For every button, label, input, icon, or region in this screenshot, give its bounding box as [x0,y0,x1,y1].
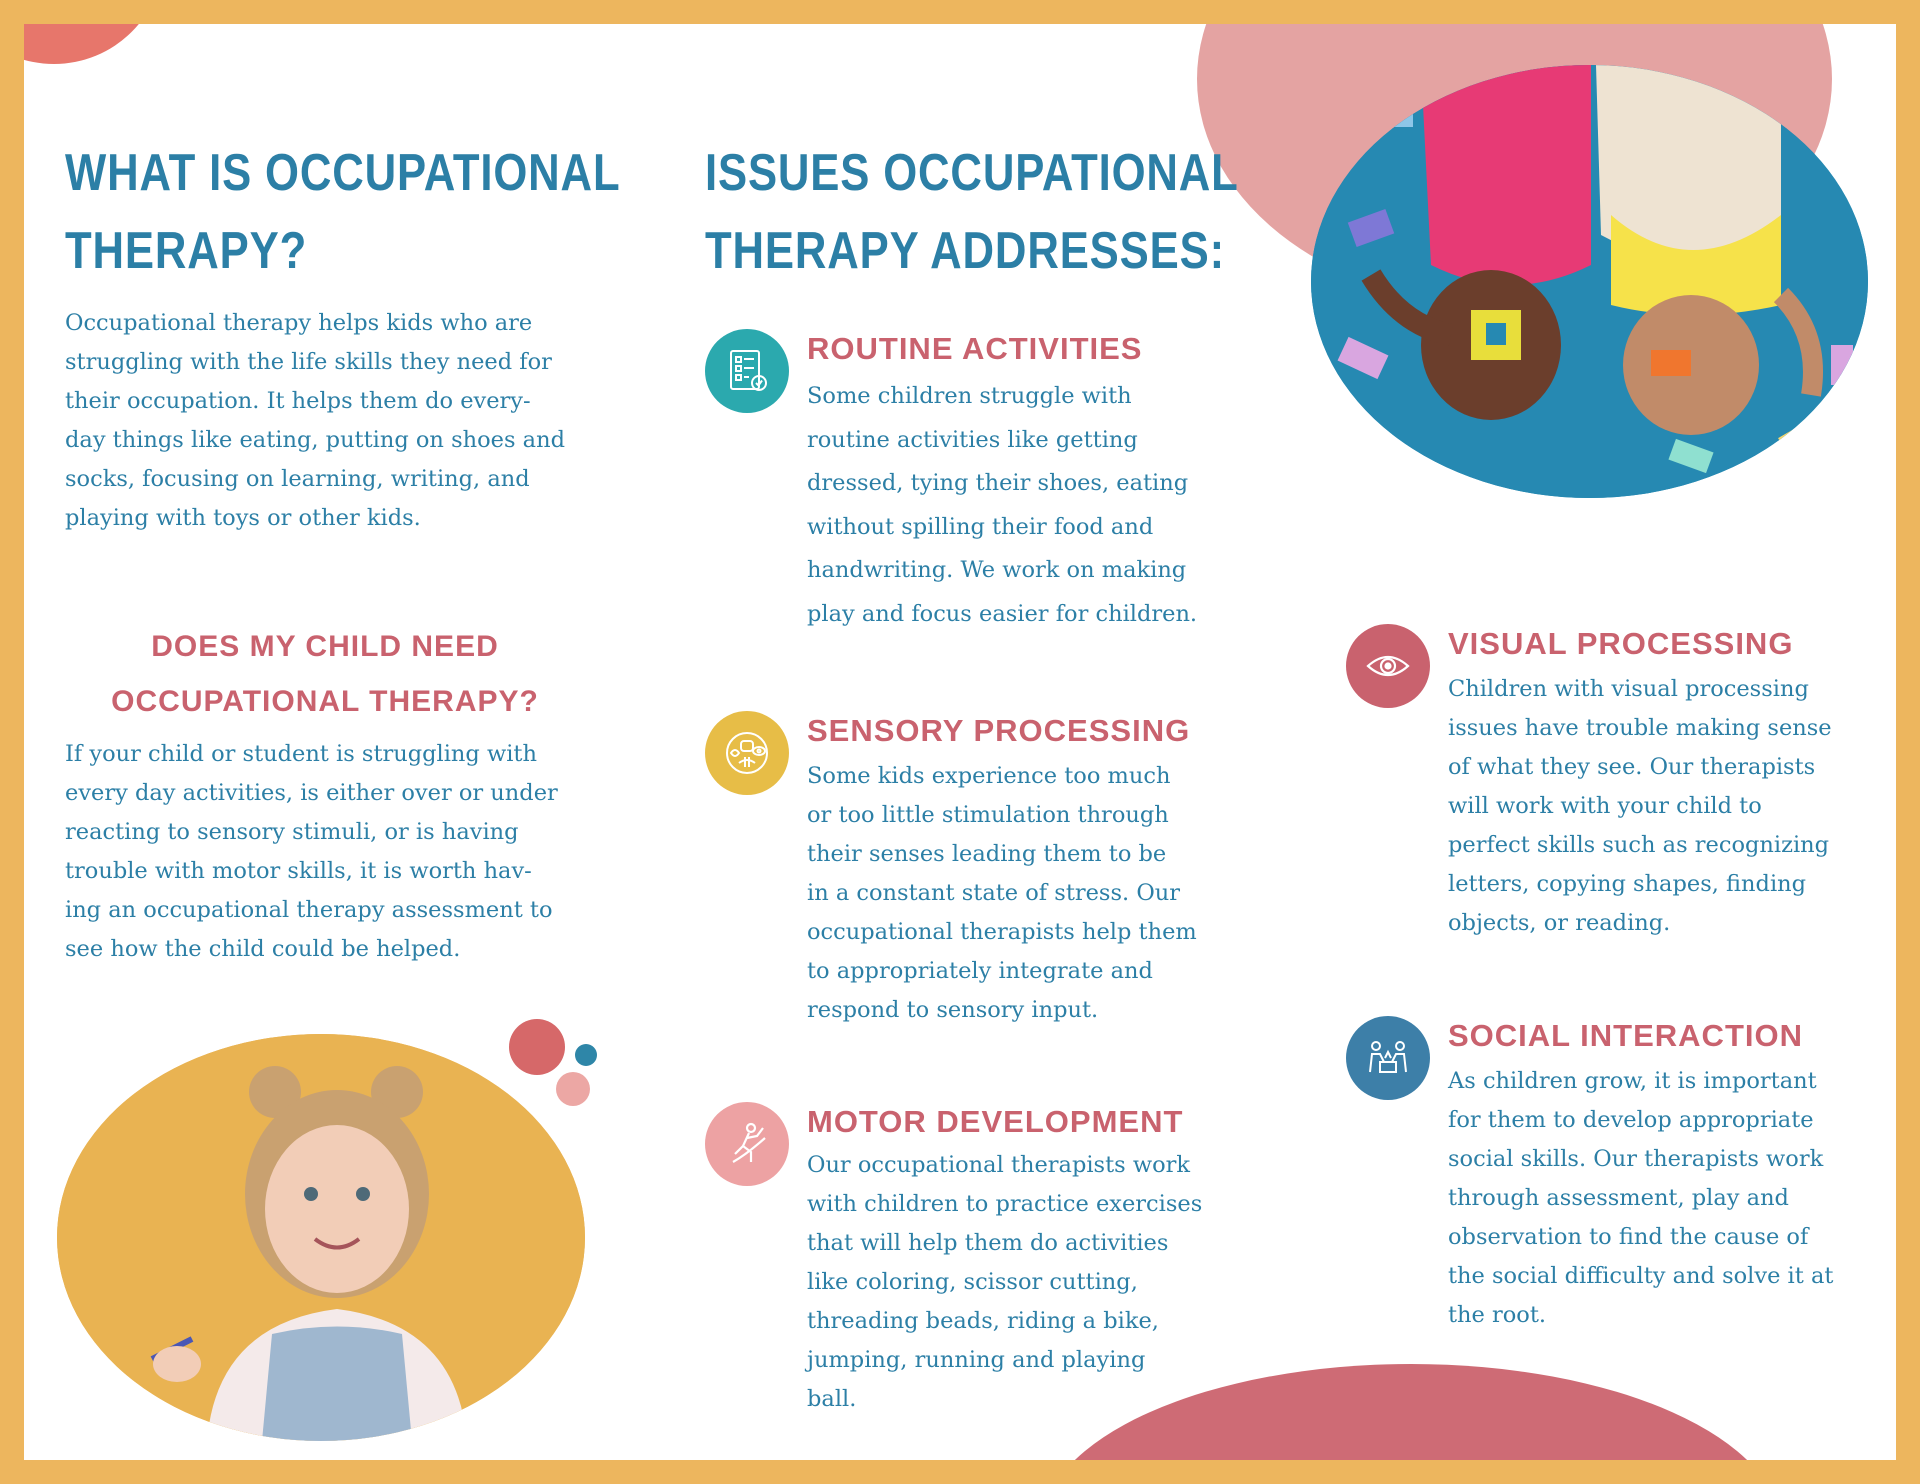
text-line: respond to sensory input. [807,997,1099,1023]
text-line: with children to practice exercises [807,1191,1203,1217]
decorative-dot [509,1019,565,1075]
brochure-page [24,24,1896,1460]
text-line: of what they see. Our therapists [1448,754,1816,780]
text-line: their occupation. It helps them do every- [65,388,531,414]
issue-title: MOTOR DEVELOPMENT [807,1104,1184,1139]
text-line: ing an occupational therapy assessment to [65,897,553,923]
text-line: As children grow, it is important [1448,1068,1817,1094]
issue-description [1448,1062,1878,1335]
issue-title: ROUTINE ACTIVITIES [807,331,1143,366]
issues-title [705,134,1239,290]
text-line: Our occupational therapists work [807,1152,1191,1178]
text-line: playing with toys or other kids. [65,505,421,531]
section-heading [65,619,585,729]
text-line: dressed, tying their shoes, eating [807,470,1189,496]
heading-line: DOES MY CHILD NEED [151,630,499,663]
text-line: play and focus easier for children. [807,600,1198,627]
text-line: without spilling their food and [807,513,1154,540]
motor-icon [705,1102,789,1186]
text-line: day things like eating, putting on shoes and [65,427,565,453]
intro-paragraph [65,304,585,538]
social-icon [1346,1016,1430,1100]
text-line: their senses leading them to be [807,841,1167,867]
text-line: like coloring, scissor cutting, [807,1269,1138,1295]
text-line: reacting to sensory stimuli, or is having [65,819,519,845]
title-line: WHAT IS OCCUPATIONAL [65,144,621,202]
issue-title: SOCIAL INTERACTION [1448,1018,1803,1053]
text-line: ball. [807,1386,857,1412]
text-line: social skills. Our therapists work [1448,1146,1824,1172]
decorative-dot [575,1044,597,1066]
issue-description [807,375,1247,636]
text-line: jumping, running and playing [807,1347,1146,1373]
eye-icon [1346,624,1430,708]
text-line: Some children struggle with [807,383,1132,409]
text-line: perfect skills such as recognizing [1448,832,1830,858]
text-line: every day activities, is either over or under [65,780,558,806]
decorative-dot [556,1072,590,1106]
text-line: issues have trouble making sense [1448,715,1832,741]
text-line: threading beads, riding a bike, [807,1308,1159,1334]
issue-description [807,1146,1247,1419]
issue-description [1448,670,1878,943]
text-line: objects, or reading. [1448,910,1671,936]
title-line: ISSUES OCCUPATIONAL [705,144,1239,202]
text-line: occupational therapists help them [807,919,1197,945]
text-line: to appropriately integrate and [807,958,1153,984]
text-line: the root. [1448,1302,1547,1328]
text-line: trouble with motor skills, it is worth hav- [65,858,532,884]
text-line: Occupational therapy helps kids who are [65,310,533,336]
heading-line: OCCUPATIONAL THERAPY? [111,685,539,718]
checklist-icon [705,329,789,413]
need-paragraph [65,735,585,969]
text-line: observation to find the cause of [1448,1224,1809,1250]
text-line: that will help them do activities [807,1230,1169,1256]
text-line: handwriting. We work on making [807,557,1187,583]
text-line: in a constant state of stress. Our [807,880,1181,906]
text-line: routine activities like getting [807,426,1138,453]
text-line: letters, copying shapes, finding [1448,871,1807,897]
text-line: for them to develop appropriate [1448,1107,1814,1133]
issue-description [807,757,1247,1030]
text-line: see how the child could be helped. [65,936,461,962]
text-line: through assessment, play and [1448,1185,1789,1211]
text-line: struggling with the life skills they need for [65,349,552,375]
text-line: Some kids experience too much [807,763,1171,789]
title-line: THERAPY? [65,222,308,280]
issue-title: VISUAL PROCESSING [1448,626,1794,661]
decorative-circle [24,24,164,64]
text-line: will work with your child to [1448,793,1762,819]
title-line: THERAPY ADDRESSES: [705,222,1225,280]
sensory-icon [705,711,789,795]
page-title [65,134,620,290]
issue-title: SENSORY PROCESSING [807,713,1191,748]
text-line: Children with visual processing [1448,676,1809,702]
girl-photo [57,1034,585,1441]
text-line: If your child or student is struggling with [65,741,537,767]
text-line: the social difficulty and solve it at [1448,1263,1834,1289]
children-playing-photo [1311,65,1868,498]
text-line: or too little stimulation through [807,802,1169,828]
text-line: socks, focusing on learning, writing, and [65,466,530,492]
